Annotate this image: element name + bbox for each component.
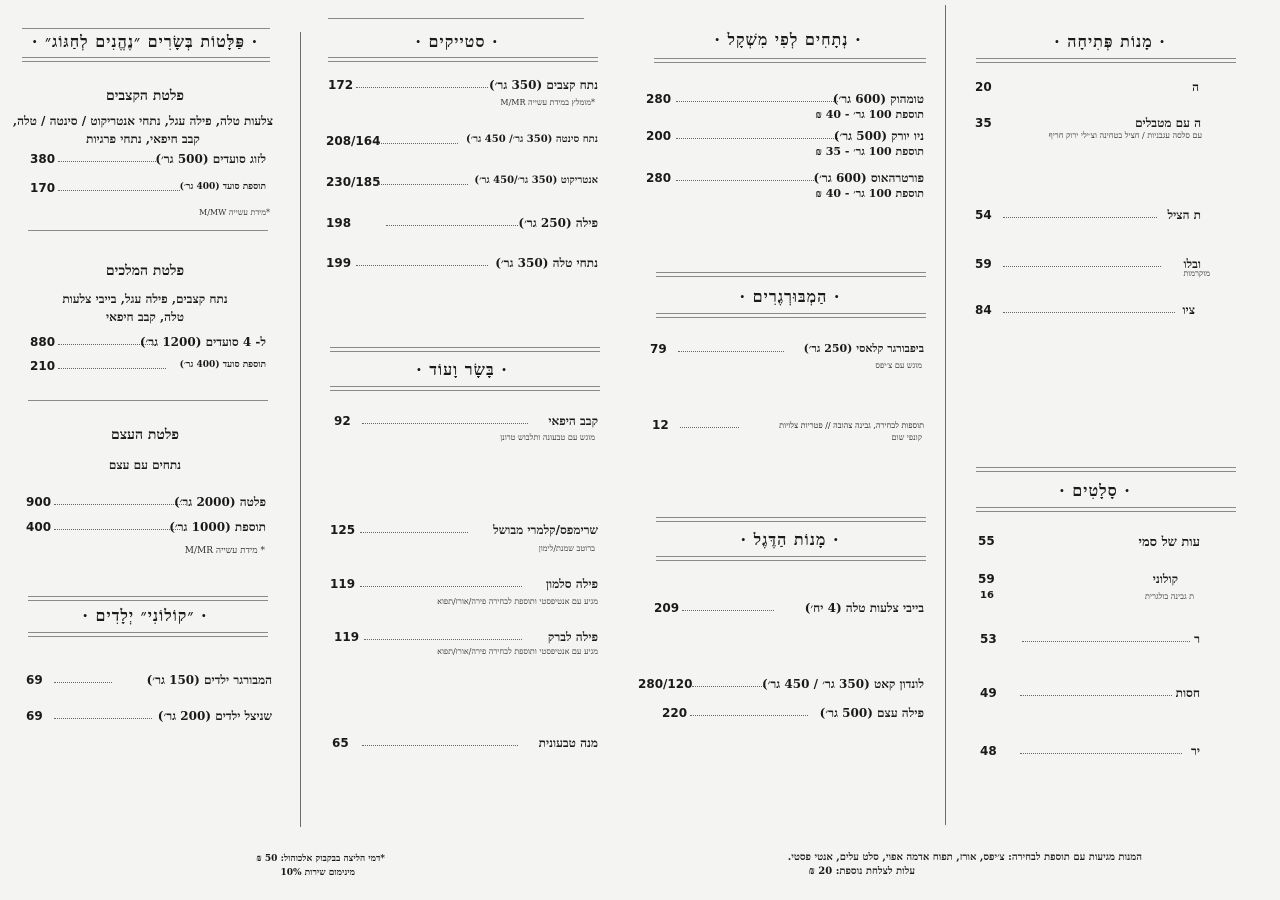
dot-leader xyxy=(58,368,166,369)
item-note: ברוטב שמנת/לימון xyxy=(538,544,595,553)
divider xyxy=(656,313,926,318)
menu-item xyxy=(975,116,1275,132)
menu-item xyxy=(980,632,1280,648)
menu-item xyxy=(330,523,598,539)
item-price: 200 xyxy=(646,129,672,143)
menu-item xyxy=(26,673,272,689)
item-name: שניצל ילדים (200 גר׳) xyxy=(157,709,272,723)
menu-item xyxy=(978,572,1278,588)
item-price: 220 xyxy=(662,706,688,720)
dot-leader xyxy=(676,101,838,102)
item-price: 280 xyxy=(646,92,672,106)
section-title-burgers: · הַמְבּוּרְגֶרִים · xyxy=(739,287,841,306)
item-name: אנטריקוט (350 גר׳/450 גר׳) xyxy=(474,175,598,186)
menu-item xyxy=(30,181,266,197)
divider xyxy=(28,596,268,601)
section-title-platters: · פַּלָּטוֹת בְּשָׂרִים ״נֶהֱנִים לְחַגּוֹג״ · xyxy=(31,32,259,51)
dot-leader xyxy=(362,423,528,424)
item-note: מוגש עם טבעונה ותלבוש טרונן xyxy=(500,433,595,442)
item-price: 119 xyxy=(334,630,360,644)
dot-leader xyxy=(1003,266,1161,267)
dot-leader xyxy=(360,532,468,533)
item-name: לזוג סועדים (500 גר׳) xyxy=(155,152,266,166)
item-name: לונדון קאט (350 גר׳ / 450 גר׳) xyxy=(761,677,924,691)
menu-item xyxy=(326,256,598,272)
column-divider xyxy=(300,32,301,827)
menu-item xyxy=(646,92,924,108)
menu-item xyxy=(330,577,598,593)
item-name: שרימפס/קלמרי מבושל xyxy=(493,523,598,537)
divider xyxy=(328,18,584,19)
menu-item xyxy=(334,630,598,646)
dot-leader xyxy=(692,686,764,687)
item-price: 55 xyxy=(978,534,995,548)
dot-leader xyxy=(676,180,814,181)
item-price: 12 xyxy=(652,418,669,432)
item-name: ר xyxy=(1194,632,1200,646)
menu-item xyxy=(646,129,924,145)
column-divider xyxy=(945,5,946,825)
item-name: ה עם מטבלים xyxy=(1135,116,1201,130)
item-name: פילה עצם (500 גר׳) xyxy=(819,706,924,720)
divider xyxy=(656,517,926,522)
dot-leader xyxy=(58,190,180,191)
divider xyxy=(976,58,1236,63)
dot-leader xyxy=(54,529,180,530)
menu-item xyxy=(980,590,1280,606)
section-title-by-weight: · נְתָחִים לְפִי מִשְׁקָל · xyxy=(714,30,862,49)
dot-leader xyxy=(58,161,156,162)
menu-item xyxy=(326,175,598,191)
item-price: 65 xyxy=(332,736,349,750)
item-name: ציו xyxy=(1182,303,1195,317)
menu-item xyxy=(975,257,1275,273)
section-title-signature: · מָנוֹת הַדֶּגֶל · xyxy=(740,530,840,549)
dot-leader xyxy=(364,639,522,640)
menu-item xyxy=(30,335,266,351)
dot-leader xyxy=(356,87,488,88)
column-4-clip xyxy=(970,0,1210,900)
section-title-salads: · סָלָטִים · xyxy=(1059,481,1131,500)
item-name: חסות xyxy=(1175,686,1200,700)
item-name: ביפבורגר קלאסי (250 גר׳) xyxy=(803,342,924,355)
item-price: 49 xyxy=(980,686,997,700)
item-price: 54 xyxy=(975,208,992,222)
item-price: 125 xyxy=(330,523,356,537)
item-price: 172 xyxy=(328,78,354,92)
item-note: ת גבינה בולגרית xyxy=(1145,592,1194,601)
item-price: 59 xyxy=(978,572,995,586)
divider xyxy=(656,556,926,561)
item-price: 84 xyxy=(975,303,992,317)
item-name: יר xyxy=(1190,744,1200,758)
item-name: ת הציל xyxy=(1167,208,1201,222)
dot-leader xyxy=(1020,695,1172,696)
item-note: *מומלץ במידת עשייה M/MR xyxy=(500,98,595,107)
item-name: בייבי צלעות טלה (4 יח׳) xyxy=(804,601,924,615)
menu-item xyxy=(975,80,1275,96)
menu-item xyxy=(978,534,1278,550)
item-name: פילה (250 גר׳) xyxy=(518,216,598,230)
item-name: המבורגר ילדים (150 גר׳) xyxy=(146,673,272,687)
dot-leader xyxy=(680,427,739,428)
item-name: ניו יורק (500 גר׳) xyxy=(833,129,924,143)
menu-item xyxy=(662,706,924,722)
item-price: 199 xyxy=(326,256,352,270)
divider xyxy=(28,230,268,231)
item-name: קבב היפאי xyxy=(548,414,598,428)
item-name: קולוני xyxy=(1152,572,1178,586)
platter-title: פלטת המלכים xyxy=(105,263,185,279)
item-note: עם סלסה עגבניות / חציל בטחינה וצ׳ילי ירוק חריף xyxy=(1048,131,1202,140)
platter-description: צלעות טלה, פילה עגל, נתחי אנטריקוט / סינטה / טלה, קבב חיפאי, נתחי פרגיות xyxy=(12,114,274,146)
item-price: 280/120 xyxy=(638,677,693,691)
item-price: 59 xyxy=(975,257,992,271)
platter-description: נתח קצבים, פילה עגל, בייבי צלעות טלה, קבב חיפאי xyxy=(62,292,228,324)
item-price: 69 xyxy=(26,709,43,723)
divider xyxy=(28,632,268,637)
dot-leader xyxy=(1003,312,1175,313)
item-name: פילה סלמון xyxy=(545,577,598,591)
item-name: מנה טבעונית xyxy=(538,736,598,750)
dot-leader xyxy=(386,225,518,226)
dot-leader xyxy=(362,745,518,746)
item-name: נתחי טלה (350 גר׳) xyxy=(495,256,598,270)
divider xyxy=(976,467,1236,472)
item-name: ה xyxy=(1192,80,1199,94)
dot-leader xyxy=(1020,753,1182,754)
item-name: ובלו xyxy=(1183,257,1201,271)
platter-description: נתחים עם עצם xyxy=(108,458,182,472)
dot-leader xyxy=(54,718,152,719)
dot-leader xyxy=(54,682,112,683)
item-sub: תוספת 100 גר׳ - 40 ₪ xyxy=(815,187,924,200)
menu-item xyxy=(328,78,598,94)
dot-leader xyxy=(1003,217,1157,218)
divider xyxy=(22,28,270,29)
menu-item xyxy=(650,342,924,358)
item-name: פילה לברק xyxy=(547,630,598,644)
item-name: תוספת סועד (400 גר׳) xyxy=(179,360,266,370)
menu-item xyxy=(652,418,924,434)
menu-item xyxy=(30,359,266,375)
footer-corkage: *דמי הליצה בבקבוק אלכוהול: 50 ₪ xyxy=(256,854,385,864)
menu-item xyxy=(980,686,1280,702)
section-title-steaks: · סטייקים · xyxy=(415,32,499,51)
menu-item xyxy=(646,171,924,187)
item-note: מוקרמות xyxy=(1183,269,1210,278)
platter-title: פלטת הקצבים xyxy=(105,88,185,104)
item-note: מגיע עם אנטיפסטי ותוספת לבחירה פירה/אורז/תפוא xyxy=(437,597,598,606)
menu-item xyxy=(975,208,1275,224)
dot-leader xyxy=(682,610,774,611)
item-price: 210 xyxy=(30,359,56,373)
item-sub: תוספת 100 גר׳ - 35 ₪ xyxy=(815,145,924,158)
dot-leader xyxy=(1022,641,1190,642)
item-note: *מידת עשייה M/MW xyxy=(199,208,270,217)
dot-leader xyxy=(356,265,488,266)
menu-item xyxy=(30,152,266,168)
item-name: פלטה (2000 גר׳) xyxy=(173,495,266,509)
item-name: נתח סינטה (350 גר׳/ 450 גר׳) xyxy=(466,134,598,145)
item-name: תוספת סועד (400 גר׳) xyxy=(179,182,266,192)
item-name: עות של סמי xyxy=(1138,535,1200,550)
menu-item xyxy=(26,520,266,536)
item-sub: תוספת 100 גר׳ - 40 ₪ xyxy=(815,108,924,121)
item-price: 900 xyxy=(26,495,52,509)
item-price: 230/185 xyxy=(326,175,381,189)
dot-leader xyxy=(54,504,186,505)
platter-title: פלטת העצם xyxy=(110,427,180,443)
dot-leader xyxy=(690,715,808,716)
footer-side-dishes: המנות מגיעות עם תוספת לבחירה: צ׳יפס, אורז, תפוח אדמה אפוי, סלט עלים, אנטי פסטי. xyxy=(787,852,1142,863)
item-price: 280 xyxy=(646,171,672,185)
menu-item xyxy=(332,736,598,752)
footer-service: מינימום שירות 10% xyxy=(280,868,355,878)
item-price: 35 xyxy=(975,116,992,130)
item-note: מוגש עם צ׳יפס xyxy=(875,361,922,370)
item-name: תוספות לבחירה, גבינה צהובה // פטריות צלויות xyxy=(779,421,924,430)
item-price: 400 xyxy=(26,520,52,534)
item-note: * מידת עשייה M/MR xyxy=(184,546,265,556)
section-title-meat-more: · בָּשָׂר וָעוֹד · xyxy=(416,360,508,379)
item-price: 20 xyxy=(975,80,992,94)
item-price: 53 xyxy=(980,632,997,646)
item-price: 119 xyxy=(330,577,356,591)
item-price: 16 xyxy=(980,590,994,601)
item-price: 170 xyxy=(30,181,56,195)
footer-extra-plate: עלות לצלחת נוספת: 20 ₪ xyxy=(808,866,915,877)
divider xyxy=(656,272,926,277)
section-title-starters: · מָנוֹת פְּתִיחָה · xyxy=(1054,32,1166,51)
menu-item xyxy=(334,414,598,430)
dot-leader xyxy=(678,351,784,352)
menu-item xyxy=(654,601,924,617)
dot-leader xyxy=(360,586,522,587)
item-price: 209 xyxy=(654,601,680,615)
menu-item xyxy=(26,709,272,725)
menu-item xyxy=(326,134,598,150)
menu-item xyxy=(980,744,1280,760)
item-note: קונפי שום xyxy=(891,433,922,442)
menu-item xyxy=(638,677,924,693)
dot-leader xyxy=(378,184,468,185)
item-name: תוספת (1000 גר׳) xyxy=(169,520,266,534)
item-name: פורטרהאוס (600 גר׳) xyxy=(813,171,924,185)
menu-item xyxy=(26,495,266,511)
dot-leader xyxy=(676,138,838,139)
item-price: 880 xyxy=(30,335,56,349)
item-price: 208/164 xyxy=(326,134,381,148)
divider xyxy=(28,400,268,401)
item-price: 198 xyxy=(326,216,352,230)
item-name: ל- 4 סועדים (1200 גר׳) xyxy=(139,335,266,349)
item-price: 92 xyxy=(334,414,351,428)
menu-item xyxy=(326,216,598,232)
section-title-kids: · ״קוֹלוֹנִי״ יְלָדִים · xyxy=(82,606,208,625)
item-name: טומהוק (600 גר׳) xyxy=(832,92,924,106)
menu-item xyxy=(975,303,1275,319)
dot-leader xyxy=(378,143,458,144)
divider xyxy=(976,507,1236,512)
item-price: 69 xyxy=(26,673,43,687)
item-price: 79 xyxy=(650,342,667,356)
divider xyxy=(654,58,926,63)
item-price: 380 xyxy=(30,152,56,166)
item-name: נתח קצבים (350 גר׳) xyxy=(488,78,598,92)
item-price: 48 xyxy=(980,744,997,758)
divider xyxy=(330,386,600,391)
divider xyxy=(22,57,270,62)
divider xyxy=(330,347,600,352)
divider xyxy=(328,57,598,62)
item-note: מגיע עם אנטיפסטי ותוספת לבחירה פירה/אורז/תפוא xyxy=(437,647,598,656)
